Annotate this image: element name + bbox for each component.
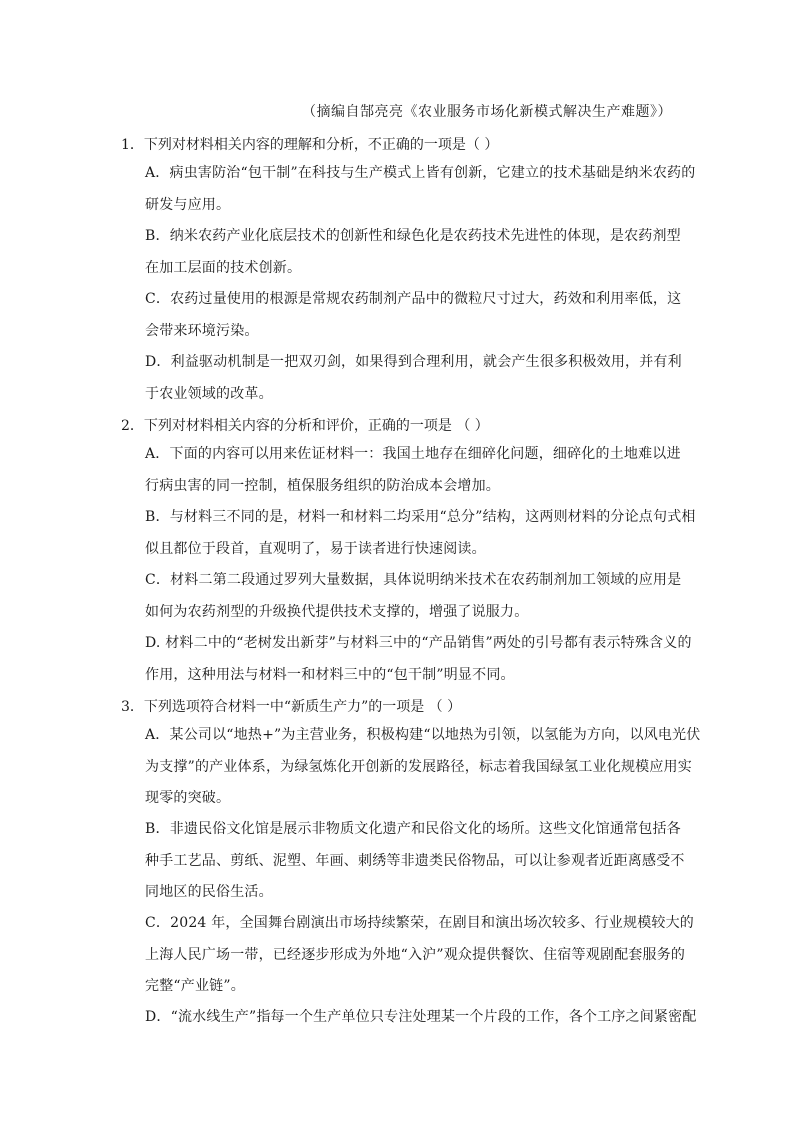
question-2-option-c (145, 565, 682, 628)
option-line: B．纳米农药产业化底层技术的创新性和绿色化是农药技术先进性的体现，是农药剂型 (145, 228, 681, 244)
question-2-option-a (145, 439, 681, 502)
option-line: 行病虫害的同一控制，植保服务组织的防治成本会增加。 (145, 477, 500, 494)
question-2-option-d (145, 628, 692, 691)
question-2-stem: 2．下列对材料相关内容的分析和评价，正确的一项是 （ ） (121, 418, 489, 434)
source-citation: （摘编自郜亮亮《农业服务市场化新模式解决生产难题》） (302, 104, 672, 120)
option-line: A．下面的内容可以用来佐证材料一：我国土地存在细碎化问题，细碎化的土地难以进 (145, 446, 681, 462)
option-line: 在加工层面的技术创新。 (145, 259, 302, 276)
option-line: 种手工艺品、剪纸、泥塑、年画、刺绣等非遗类民俗物品，可以让参观者近距离感受不 (145, 852, 685, 869)
option-line: 上海人民广场一带，已经逐步形成为外地“入沪”观众提供餐饮、住宿等观剧配套服务的 (145, 946, 686, 963)
option-line: C．材料二第二段通过罗列大量数据，具体说明纳米技术在农药制剂加工领域的应用是 (145, 572, 682, 588)
question-3-option-d (145, 1002, 697, 1034)
question-3-option-a (145, 720, 701, 815)
option-line: 作用，这种用法与材料一和材料三中的“包干制”明显不同。 (145, 666, 515, 683)
option-line: 研发与应用。 (145, 196, 231, 213)
option-line: 同地区的民俗生活。 (145, 884, 273, 900)
option-line: 现零的突破。 (145, 790, 231, 806)
option-line: B．非遗民俗文化馆是展示非物质文化遗产和民俗文化的场所。这些文化馆通常包括各 (145, 821, 681, 837)
option-line: 为支撑”的产业体系，为绿氢炼化开创新的发展路径，标志着我国绿氢工业化规模应用实 (145, 758, 692, 775)
question-1-option-c (145, 284, 682, 347)
option-line: 完整“产业链”。 (145, 978, 245, 994)
option-line: 会带来环境污染。 (145, 322, 259, 339)
option-line: D．“流水线生产”指每一个生产单位只专注处理某一个片段的工作，各个工序之间紧密配 (145, 1009, 697, 1025)
question-3-option-b (145, 814, 685, 909)
option-line: C．农药过量使用的根源是常规农药制剂产品中的微粒尺寸过大，药效和利用率低，这 (145, 291, 682, 307)
option-line: C．2024 年，全国舞台剧演出市场持续繁荣，在剧目和演出场次较多、行业规模较大的 (145, 915, 694, 931)
question-3-option-c (145, 908, 694, 1003)
question-1-stem: 1．下列对材料相关内容的理解和分析，不正确的一项是（ ） (121, 137, 499, 153)
option-line: D. 材料二中的“老树发出新芽”与材料三中的“产品销售”两处的引号都有表示特殊含义的 (145, 635, 692, 651)
question-1-option-b (145, 221, 681, 284)
question-2-option-b (145, 502, 696, 565)
question-1-option-a (145, 158, 696, 221)
option-line: 似且都位于段首，直观明了，易于读者进行快速阅读。 (145, 540, 486, 557)
option-line: A．某公司以“地热+”为主营业务，积极构建“以地热为引领，以氢能为方向，以风电光伏 (145, 727, 701, 743)
option-line: D．利益驱动机制是一把双刃剑，如果得到合理利用，就会产生很多积极效用，并有利 (145, 354, 682, 370)
question-1-option-d (145, 347, 682, 410)
option-line: A．病虫害防治“包干制”在科技与生产模式上皆有创新，它建立的技术基础是纳米农药的 (145, 165, 696, 181)
option-line: 于农业领域的改革。 (145, 385, 273, 402)
question-3-stem: 3．下列选项符合材料一中“新质生产力”的一项是 （ ） (121, 699, 462, 715)
option-line: 如何为农药剂型的升级换代提供技术支撑的，增强了说服力。 (145, 603, 529, 620)
option-line: B．与材料三不同的是，材料一和材料二均采用“总分”结构，这两则材料的分论点句式相 (145, 509, 696, 525)
